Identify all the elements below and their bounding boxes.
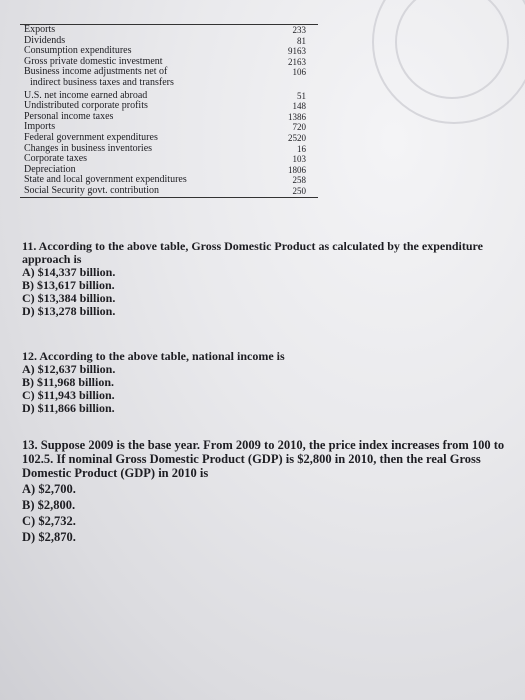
row-label: Social Security govt. contribution — [24, 184, 159, 196]
answer-option-b: B) $11,968 billion. — [22, 375, 115, 389]
row-value: 2163 — [288, 56, 306, 67]
question-text: 11. According to the above table, Gross Domestic Product as calculated by the expenditure approach is — [22, 239, 483, 266]
row-value: 233 — [292, 25, 306, 35]
row-label: Corporate taxes — [24, 153, 88, 165]
row-value: 1806 — [288, 164, 306, 175]
row-label: Personal income taxes — [24, 110, 114, 122]
row-label: Depreciation — [24, 163, 76, 175]
row-label: Federal government expenditures — [24, 131, 158, 143]
table-row — [20, 78, 318, 89]
question-text: 12. According to the above table, national income is — [22, 349, 285, 363]
row-value: 250 — [292, 185, 306, 196]
row-value: 1386 — [288, 111, 306, 122]
row-value: 51 — [297, 90, 306, 101]
row-value: 103 — [292, 154, 306, 165]
data-table — [20, 24, 318, 198]
row-label: Changes in business inventories — [24, 142, 153, 154]
answer-option-b: B) $13,617 billion. — [22, 278, 115, 292]
answer-option-b: B) $2,800. — [22, 498, 76, 512]
row-label: Gross private domestic investment — [24, 55, 163, 67]
row-label: Undistributed corporate profits — [24, 100, 148, 112]
answer-option-a: A) $2,700. — [22, 482, 76, 496]
row-value: 258 — [292, 175, 306, 186]
row-label: Exports — [24, 24, 56, 35]
question-11 — [22, 240, 502, 318]
row-value: 2520 — [288, 132, 306, 143]
row-value: 9163 — [288, 46, 306, 57]
question-13 — [22, 438, 516, 544]
table-row — [20, 112, 318, 123]
question-text: 13. Suppose 2009 is the base year. From 2009 to 2010, the price index increases from 100 to 102.5. If nominal Gross Domestic Product (GDP) is $2,800 in 2010, then the real Gross Domestic Product (GDP) in 2010 is — [22, 438, 505, 480]
row-value: 720 — [292, 122, 306, 133]
answer-option-c: C) $13,384 billion. — [22, 291, 116, 305]
table-row — [20, 133, 318, 144]
row-label: State and local government expenditures — [24, 174, 187, 186]
row-label: Business income adjustments net of — [24, 66, 168, 78]
row-value: 81 — [297, 35, 306, 46]
table-row — [20, 25, 318, 36]
row-value: 16 — [297, 143, 306, 154]
answer-option-c: C) $11,943 billion. — [22, 388, 115, 402]
row-label: Consumption expenditures — [24, 45, 132, 57]
answer-option-d: D) $2,870. — [22, 530, 76, 544]
answer-option-a: A) $14,337 billion. — [22, 265, 116, 279]
question-12 — [22, 350, 502, 415]
row-label: Imports — [24, 121, 56, 133]
answer-option-d: D) $11,866 billion. — [22, 401, 115, 415]
answer-option-d: D) $13,278 billion. — [22, 304, 116, 318]
table-row — [20, 186, 318, 197]
row-label: U.S. net income earned abroad — [24, 89, 148, 101]
row-value: 106 — [292, 67, 306, 78]
row-label: indirect business taxes and transfers — [30, 76, 174, 88]
row-value: 148 — [292, 101, 306, 112]
row-label: Dividends — [24, 34, 66, 46]
answer-option-c: C) $2,732. — [22, 514, 76, 528]
answer-option-a: A) $12,637 billion. — [22, 362, 116, 376]
